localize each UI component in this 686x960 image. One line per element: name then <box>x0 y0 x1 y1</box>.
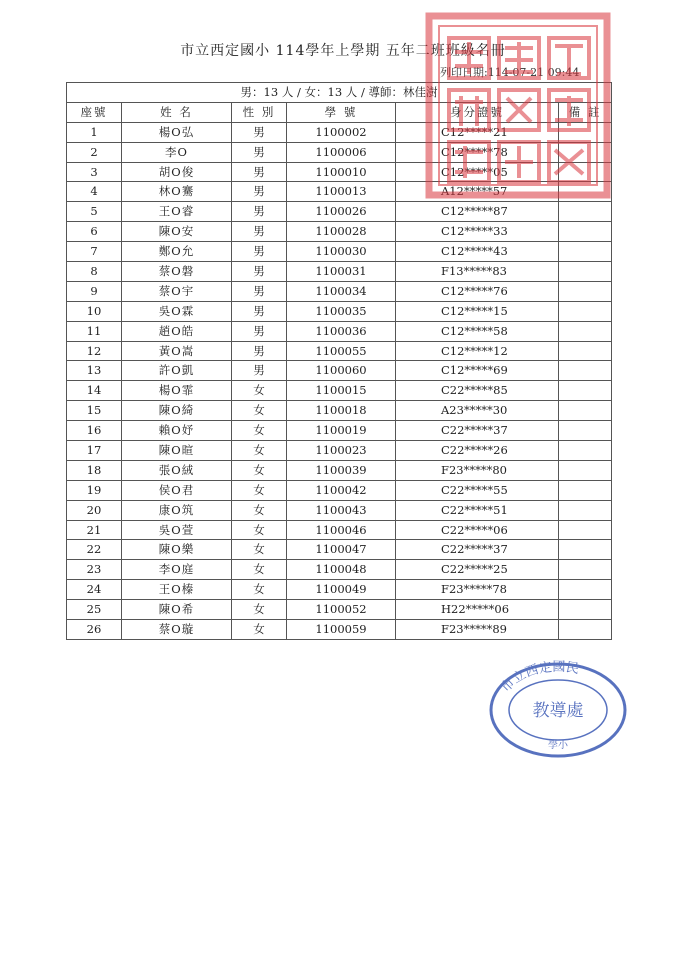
student-sex: 男 <box>232 262 287 282</box>
table-row <box>67 620 612 640</box>
table-row <box>67 460 612 480</box>
national-id: C22*****26 <box>396 441 559 461</box>
student-name: 楊O霏 <box>122 381 232 401</box>
student-sex: 女 <box>232 460 287 480</box>
seat-no: 21 <box>67 520 122 540</box>
table-row <box>67 520 612 540</box>
student-sex: 女 <box>232 401 287 421</box>
blue-office-stamp <box>487 660 629 760</box>
seat-no: 10 <box>67 301 122 321</box>
note <box>559 321 612 341</box>
student-sex: 男 <box>232 242 287 262</box>
student-name: 陳O樂 <box>122 540 232 560</box>
national-id: C12*****69 <box>396 361 559 381</box>
note <box>559 421 612 441</box>
national-id: C12*****78 <box>396 142 559 162</box>
note <box>559 401 612 421</box>
table-row <box>67 401 612 421</box>
student-name: 林O騫 <box>122 182 232 202</box>
student-sex: 男 <box>232 142 287 162</box>
student-name: 胡O俊 <box>122 162 232 182</box>
table-row <box>67 600 612 620</box>
seat-no: 2 <box>67 142 122 162</box>
national-id: A23*****30 <box>396 401 559 421</box>
student-id: 1100002 <box>287 122 396 142</box>
national-id: C12*****12 <box>396 341 559 361</box>
student-name: 康O筑 <box>122 500 232 520</box>
student-name: 王O睿 <box>122 202 232 222</box>
student-id: 1100031 <box>287 262 396 282</box>
student-sex: 男 <box>232 301 287 321</box>
student-sex: 女 <box>232 580 287 600</box>
student-name: 吳O霖 <box>122 301 232 321</box>
student-name: 張O絨 <box>122 460 232 480</box>
student-id: 1100036 <box>287 321 396 341</box>
student-sex: 男 <box>232 341 287 361</box>
note <box>559 262 612 282</box>
student-id: 1100052 <box>287 600 396 620</box>
student-id: 1100030 <box>287 242 396 262</box>
national-id: C22*****37 <box>396 421 559 441</box>
table-row <box>67 262 612 282</box>
student-sex: 女 <box>232 600 287 620</box>
student-id: 1100013 <box>287 182 396 202</box>
student-id: 1100055 <box>287 341 396 361</box>
seat-no: 11 <box>67 321 122 341</box>
table-row <box>67 500 612 520</box>
note <box>559 242 612 262</box>
national-id: C22*****06 <box>396 520 559 540</box>
table-row <box>67 480 612 500</box>
seat-no: 15 <box>67 401 122 421</box>
student-name: 李O庭 <box>122 560 232 580</box>
seat-no: 24 <box>67 580 122 600</box>
student-name: 黃O嵩 <box>122 341 232 361</box>
student-name: 蔡O磐 <box>122 262 232 282</box>
note <box>559 441 612 461</box>
national-id: F13*****83 <box>396 262 559 282</box>
student-sex: 女 <box>232 441 287 461</box>
student-sex: 男 <box>232 321 287 341</box>
seat-no: 20 <box>67 500 122 520</box>
national-id: F23*****80 <box>396 460 559 480</box>
header-name: 姓 名 <box>122 102 232 122</box>
table-row <box>67 222 612 242</box>
seat-no: 3 <box>67 162 122 182</box>
national-id: A12*****57 <box>396 182 559 202</box>
seat-no: 9 <box>67 281 122 301</box>
table-row <box>67 301 612 321</box>
note <box>559 361 612 381</box>
student-id: 1100049 <box>287 580 396 600</box>
header-note: 備 註 <box>559 102 612 122</box>
national-id: C12*****15 <box>396 301 559 321</box>
roster-body <box>67 122 612 639</box>
seat-no: 18 <box>67 460 122 480</box>
seat-no: 6 <box>67 222 122 242</box>
table-row <box>67 580 612 600</box>
table-row <box>67 381 612 401</box>
note <box>559 222 612 242</box>
national-id: C12*****21 <box>396 122 559 142</box>
student-id: 1100015 <box>287 381 396 401</box>
note <box>559 500 612 520</box>
student-sex: 男 <box>232 122 287 142</box>
student-id: 1100043 <box>287 500 396 520</box>
table-row <box>67 361 612 381</box>
seat-no: 22 <box>67 540 122 560</box>
note <box>559 202 612 222</box>
student-id: 1100046 <box>287 520 396 540</box>
header-seat-no: 座號 <box>67 102 122 122</box>
note <box>559 620 612 640</box>
national-id: C22*****55 <box>396 480 559 500</box>
student-id: 1100018 <box>287 401 396 421</box>
stamp-center-text: 教導處 <box>532 701 584 721</box>
table-row <box>67 441 612 461</box>
header-student-id: 學 號 <box>287 102 396 122</box>
seat-no: 7 <box>67 242 122 262</box>
national-id: C12*****87 <box>396 202 559 222</box>
seat-no: 1 <box>67 122 122 142</box>
student-sex: 女 <box>232 421 287 441</box>
seat-no: 17 <box>67 441 122 461</box>
student-name: 陳O希 <box>122 600 232 620</box>
student-name: 鄭O允 <box>122 242 232 262</box>
student-name: 陳O安 <box>122 222 232 242</box>
class-summary: 男：13 人 / 女：13 人 / 導師：林佳澍 <box>67 83 612 103</box>
seat-no: 5 <box>67 202 122 222</box>
student-name: 侯O君 <box>122 480 232 500</box>
student-id: 1100039 <box>287 460 396 480</box>
student-name: 許O凱 <box>122 361 232 381</box>
table-row <box>67 341 612 361</box>
student-sex: 男 <box>232 222 287 242</box>
student-name: 陳O綺 <box>122 401 232 421</box>
note <box>559 600 612 620</box>
national-id: C12*****58 <box>396 321 559 341</box>
student-sex: 女 <box>232 480 287 500</box>
header-national-id: 身分證號 <box>396 102 559 122</box>
note <box>559 341 612 361</box>
note <box>559 520 612 540</box>
student-sex: 男 <box>232 361 287 381</box>
student-id: 1100019 <box>287 421 396 441</box>
student-sex: 男 <box>232 281 287 301</box>
table-row <box>67 321 612 341</box>
national-id: C12*****76 <box>396 281 559 301</box>
national-id: H22*****06 <box>396 600 559 620</box>
student-id: 1100034 <box>287 281 396 301</box>
student-name: 王O榛 <box>122 580 232 600</box>
national-id: C12*****33 <box>396 222 559 242</box>
header-sex: 性 別 <box>232 102 287 122</box>
student-sex: 女 <box>232 560 287 580</box>
table-row <box>67 540 612 560</box>
student-id: 1100006 <box>287 142 396 162</box>
student-sex: 女 <box>232 381 287 401</box>
national-id: F23*****78 <box>396 580 559 600</box>
table-row <box>67 242 612 262</box>
student-name: 李O <box>122 142 232 162</box>
student-id: 1100035 <box>287 301 396 321</box>
note <box>559 301 612 321</box>
national-id: F23*****89 <box>396 620 559 640</box>
student-id: 1100060 <box>287 361 396 381</box>
seat-no: 19 <box>67 480 122 500</box>
national-id: C22*****85 <box>396 381 559 401</box>
student-sex: 男 <box>232 162 287 182</box>
student-sex: 男 <box>232 202 287 222</box>
student-sex: 女 <box>232 500 287 520</box>
national-id: C22*****37 <box>396 540 559 560</box>
student-id: 1100028 <box>287 222 396 242</box>
student-id: 1100059 <box>287 620 396 640</box>
national-id: C12*****05 <box>396 162 559 182</box>
table-row <box>67 202 612 222</box>
note <box>559 460 612 480</box>
seat-no: 8 <box>67 262 122 282</box>
print-date: 列印日期:114-07-21 09:44 <box>440 66 580 79</box>
seat-no: 4 <box>67 182 122 202</box>
seat-no: 14 <box>67 381 122 401</box>
student-name: 蔡O璇 <box>122 620 232 640</box>
student-name: 賴O妤 <box>122 421 232 441</box>
student-name: 趙O皓 <box>122 321 232 341</box>
note <box>559 540 612 560</box>
student-id: 1100023 <box>287 441 396 461</box>
national-id: C22*****25 <box>396 560 559 580</box>
student-id: 1100010 <box>287 162 396 182</box>
student-name: 楊O弘 <box>122 122 232 142</box>
stamp-bottom-text: 學小 <box>548 740 568 751</box>
student-id: 1100048 <box>287 560 396 580</box>
table-row <box>67 560 612 580</box>
national-id: C22*****51 <box>396 500 559 520</box>
national-id: C12*****43 <box>396 242 559 262</box>
seat-no: 12 <box>67 341 122 361</box>
note <box>559 381 612 401</box>
seat-no: 16 <box>67 421 122 441</box>
document-title: 市立西定國小 114學年上學期 五年二班班級名冊 <box>180 43 506 59</box>
seat-no: 23 <box>67 560 122 580</box>
student-id: 1100042 <box>287 480 396 500</box>
student-sex: 男 <box>232 182 287 202</box>
table-row <box>67 281 612 301</box>
note <box>559 480 612 500</box>
student-id: 1100047 <box>287 540 396 560</box>
student-name: 陳O暄 <box>122 441 232 461</box>
student-name: 蔡O宇 <box>122 281 232 301</box>
student-sex: 女 <box>232 540 287 560</box>
seat-no: 26 <box>67 620 122 640</box>
stamp-ring-text: 市立西定國民 <box>498 660 581 696</box>
red-seal-stamp <box>425 12 611 199</box>
student-sex: 女 <box>232 620 287 640</box>
student-id: 1100026 <box>287 202 396 222</box>
note <box>559 560 612 580</box>
seat-no: 25 <box>67 600 122 620</box>
seat-no: 13 <box>67 361 122 381</box>
note <box>559 580 612 600</box>
table-row <box>67 421 612 441</box>
note <box>559 281 612 301</box>
student-name: 吳O萱 <box>122 520 232 540</box>
student-sex: 女 <box>232 520 287 540</box>
